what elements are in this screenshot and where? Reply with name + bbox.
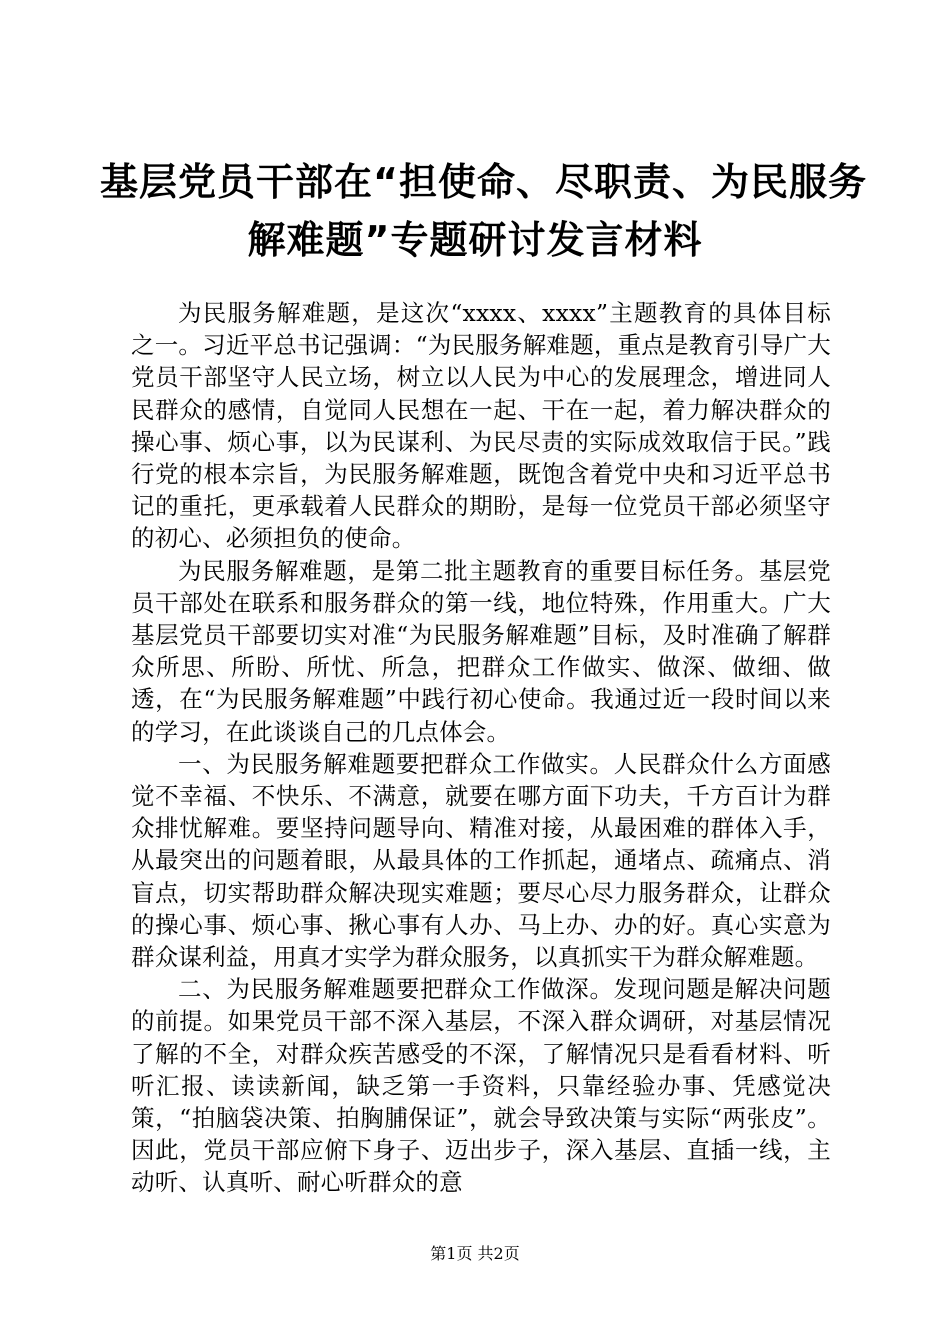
document-title-line-1: 基层党员干部在“担使命、尽职责、为民服务 bbox=[100, 160, 867, 204]
document-title-line-2: 解难题”专题研讨发言材料 bbox=[247, 218, 703, 262]
paragraph-1: 为民服务解难题，是这次“xxxx、xxxx”主题教育的具体目标之一。习近平总书记强调：“为民服务解难题，重点是教育引导广大党员干部坚守人民立场，树立以人民为中心的发展理念，增进同人民群众的感情，自觉同人民想在一起、干在一起，着力解决群众的操心事、烦心事，以为民谋利、为民尽责的实际成效取信于民。”践行党的根本宗旨，为民服务解难题，既饱含着党中央和习近平总书记的重托，更承载着人民群众的期盼，是每一位党员干部必须坚守的初心、必须担负的使命。 bbox=[131, 299, 831, 553]
page-footer: 第1页 共2页 bbox=[430, 1244, 520, 1263]
paragraph-2: 为民服务解难题，是第二批主题教育的重要目标任务。基层党员干部处在联系和服务群众的第一线，地位特殊，作用重大。广大基层党员干部要切实对准“为民服务解难题”目标，及时准确了解群众所思、所盼、所忧、所急，把群众工作做实、做深、做细、做透，在“为民服务解难题”中践行初心使命。我通过近一段时间以来的学习，在此谈谈自己的几点体会。 bbox=[131, 556, 831, 746]
paragraph-4: 二、为民服务解难题要把群众工作做深。发现问题是解决问题的前提。如果党员干部不深入基层，不深入群众调研，对基层情况了解的不全，对群众疾苦感受的不深，了解情况只是看看材料、听听汇报、读读新闻，缺乏第一手资料，只靠经验办事、凭感觉决策，“拍脑袋决策、拍胸脯保证”，就会导致决策与实际“两张皮”。因此，党员干部应俯下身子、迈出步子，深入基层、直插一线，主动听、认真听、耐心听群众的意 bbox=[131, 975, 831, 1197]
paragraph-3: 一、为民服务解难题要把群众工作做实。人民群众什么方面感觉不幸福、不快乐、不满意，就要在哪方面下功夫，千方百计为群众排忧解难。要坚持问题导向、精准对接，从最困难的群体入手，从最突出的问题着眼，从最具体的工作抓起，通堵点、疏痛点、消盲点，切实帮助群众解决现实难题；要尽心尽力服务群众，让群众的操心事、烦心事、揪心事有人办、马上办、办的好。真心实意为群众谋利益，用真才实学为群众服务，以真抓实干为群众解难题。 bbox=[131, 749, 831, 972]
document-body bbox=[131, 297, 831, 1199]
